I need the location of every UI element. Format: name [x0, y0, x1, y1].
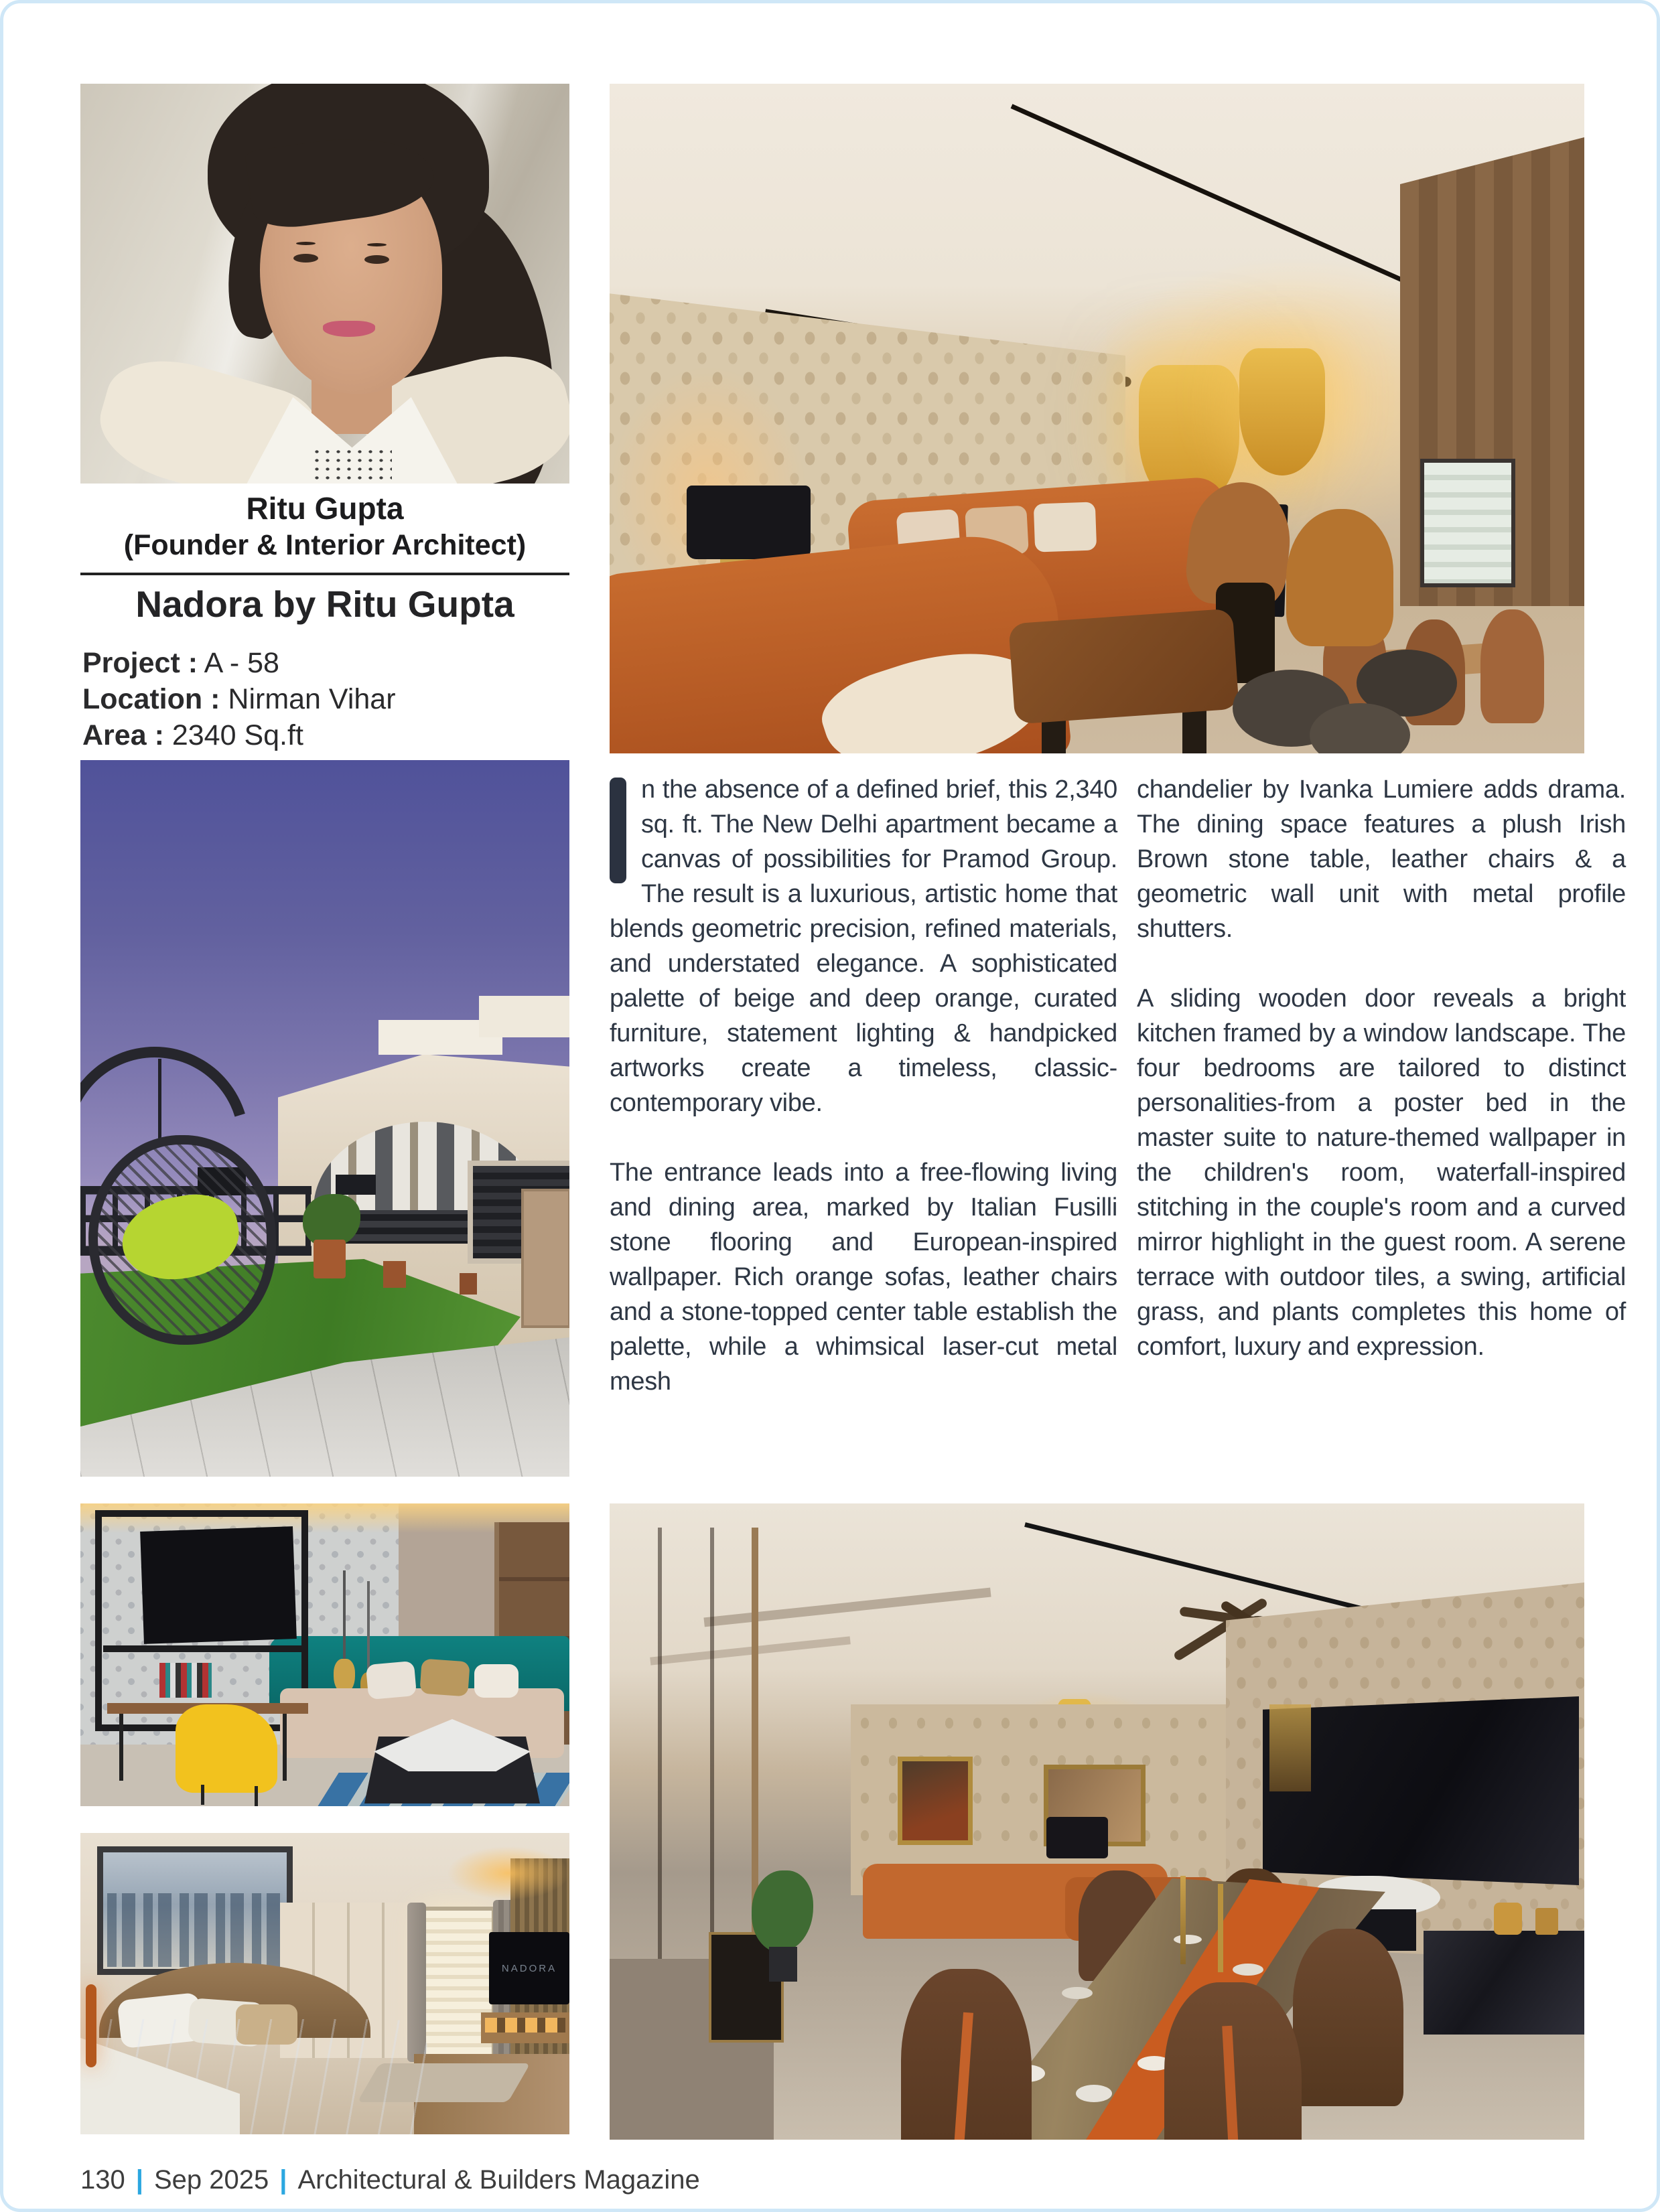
swing-chain-shape	[158, 1059, 161, 1145]
planter-pot-shape	[383, 1261, 406, 1288]
page-footer	[80, 2165, 700, 2195]
candelabra-shape	[1180, 1876, 1186, 1964]
terrace-photo	[80, 760, 569, 1477]
paragraph-4: A sliding wooden door reveals a bright kitchen framed by a window landscape. The four bedrooms are tailored to distinct personalities-from a poster bed in the master suite to nature-themed wallpaper in the children's room, waterfall-inspired stitching in the couple's room and a curved mirror highlight in the guest room. A serene terrace with outdoor tiles, a swing, artificial grass, and plants completes this home of comfort, luxury and expression.	[1137, 984, 1626, 1361]
lit-niche-shape	[485, 2018, 565, 2033]
teal-bedroom-photo	[80, 1503, 569, 1806]
paragraph-1	[610, 772, 1117, 1120]
planter-pot-shape	[769, 1947, 797, 1982]
page-number: 130	[80, 2165, 125, 2195]
pillow-shape	[474, 1664, 518, 1698]
drop-cap-i	[610, 778, 626, 883]
pillow-shape	[366, 1661, 417, 1700]
project-value: A - 58	[204, 647, 279, 679]
pendant-cord-shape	[343, 1570, 346, 1664]
book-spines-shape	[159, 1663, 212, 1698]
desk-leg-shape	[119, 1714, 123, 1781]
gold-reflection-shape	[1269, 1704, 1311, 1791]
dining-chair-shape	[1480, 609, 1544, 723]
area-label: Area :	[82, 719, 164, 751]
lips-shape	[323, 321, 375, 337]
paragraph-3: chandelier by Ivanka Lumiere adds drama. The dining space features a plush Irish Brown stone table, leather chairs & a geometric wall unit with metal profile shutters.	[1137, 776, 1626, 943]
project-row	[82, 645, 578, 681]
blue-bedroom-photo	[80, 1833, 569, 2134]
frame-shelf-shape	[103, 1645, 301, 1652]
article-column-1	[610, 772, 1117, 1434]
left-eye-shape	[293, 254, 318, 263]
project-label: Project :	[82, 647, 198, 679]
dining-room-photo	[610, 1503, 1584, 2140]
lamp-shade-shape	[1046, 1817, 1108, 1858]
plant-shape	[752, 1870, 813, 1952]
pillow-shape	[419, 1659, 470, 1697]
blouse-pattern-shape	[312, 447, 392, 484]
paragraph-1-text: n the absence of a defined brief, this 2,340 sq. ft. The New Delhi apartment became a canvas of possibilities for Pramod Group. The result is a luxurious, artistic home that blends geometric precision, refined materials, and understated elegance. A sophisticated palette of beige and deep orange, curated furniture, statement lighting & handpicked artworks create a timeless, classic-contemporary vibe.	[610, 776, 1117, 1117]
chair-leg-shape	[201, 1785, 204, 1805]
designer-profile	[80, 490, 569, 626]
city-skyline-shape	[107, 1893, 283, 1967]
magazine-name: Architectural & Builders Magazine	[297, 2165, 700, 2195]
location-value: Nirman Vihar	[228, 683, 396, 715]
location-row	[82, 681, 578, 717]
coffee-table-shape	[1008, 608, 1239, 724]
cove-light-shape	[447, 1846, 569, 1900]
designer-role: (Founder & Interior Architect)	[123, 529, 527, 561]
studio-name: Nadora by Ritu Gupta	[135, 583, 514, 625]
living-room-photo	[610, 84, 1584, 753]
area-row	[82, 717, 578, 753]
designer-name: Ritu Gupta	[246, 491, 404, 526]
amber-lamp-shape	[86, 1984, 96, 2067]
tv-shape	[489, 1932, 569, 2004]
tv-brand-text: NADORA	[501, 1962, 557, 1974]
area-value: 2340 Sq.ft	[171, 719, 303, 751]
parapet-shape	[479, 996, 569, 1037]
article-column-2	[1137, 772, 1626, 1399]
divider-rule	[80, 573, 569, 575]
sideboard-shape	[1424, 1931, 1584, 2035]
window-shape	[1420, 459, 1515, 587]
leather-chair-shape	[1286, 509, 1393, 646]
terrace-door-shape	[521, 1189, 569, 1328]
issue-date: Sep 2025	[153, 2165, 269, 2195]
portrait-photo-ritu-gupta	[80, 84, 569, 484]
gold-basket-shape	[1494, 1903, 1522, 1935]
yellow-chair-shape	[176, 1704, 277, 1793]
location-label: Location :	[82, 683, 220, 715]
gold-chandelier-shape	[1239, 348, 1325, 475]
paragraph-2: The entrance leads into a free-flowing living and dining area, marked by Italian Fusilli stone flooring and European-inspired wallpaper. Rich orange sofas, leather chairs and a stone-topped center table establish the palette, while a whimsical laser-cut metal mesh	[610, 1159, 1117, 1396]
framed-artwork-shape	[898, 1757, 973, 1845]
right-eye-shape	[364, 255, 389, 264]
dining-chair-shape	[1293, 1929, 1403, 2106]
project-details	[82, 645, 578, 753]
wood-doors-shape	[610, 1528, 758, 1963]
planter-pot-shape	[314, 1240, 346, 1278]
table-lamp-shape	[687, 486, 811, 559]
footer-separator: |	[135, 2165, 143, 2195]
footer-separator: |	[279, 2165, 287, 2195]
tv-shape	[140, 1526, 297, 1644]
cushion-shape	[1034, 502, 1097, 552]
